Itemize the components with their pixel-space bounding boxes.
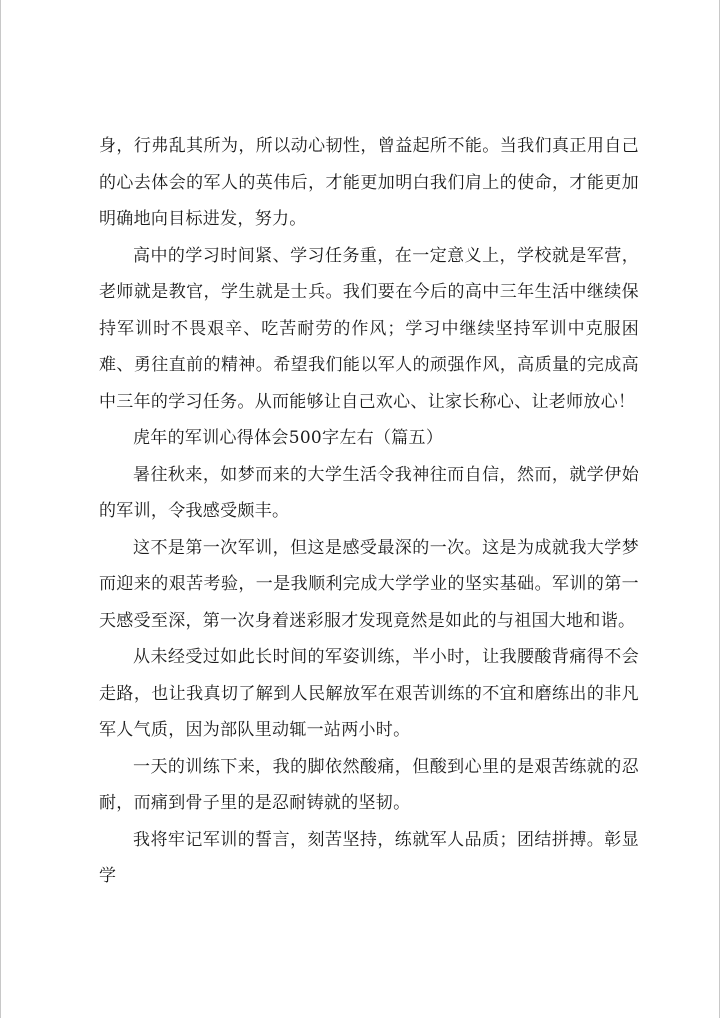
paragraph-1: 身，行弗乱其所为，所以动心韧性，曾益起所不能。当我们真正用自己的心去体会的军人的英伟后，才能更加明白我们肩上的使命，才能更加明确地向目标进发，努力。: [99, 136, 639, 229]
paragraph-2: 高中的学习时间紧、学习任务重，在一定意义上，学校就是军营，老师就是教官，学生就是士兵。我们要在今后的高中三年生活中继续保持军训时不畏艰辛、吃苦耐劳的作风；学习中继续坚持军训中克服困难、勇往直前的精神。希望我们能以军人的顽强作风，高质量的完成高中三年的学习任务。从而能够让自己欢心、让家长称心、让老师放心！: [99, 245, 639, 412]
document-body: [99, 128, 639, 895]
paragraph-7: 我将牢记军训的誓言，刻苦坚持，练就军人品质；团结拼搏。彰显学: [99, 829, 639, 886]
paragraph-5: 从未经受过如此长时间的军姿训练，半小时，让我腰酸背痛得不会走路，也让我真切了解到人民解放军在艰苦训练的不宜和磨练出的非凡军人气质，因为部队里动辄一站两小时。: [99, 647, 639, 740]
section-heading: 虎年的军训心得体会500字左右（篇五）: [133, 428, 444, 448]
paragraph-3: 暑往秋来，如梦而来的大学生活令我神往而自信，然而，就学伊始的军训，令我感受颇丰。: [99, 464, 639, 521]
paragraph-4: 这不是第一次军训，但这是感受最深的一次。这是为成就我大学梦而迎来的艰苦考验，一是我顺利完成大学学业的坚实基础。军训的第一天感受至深，第一次身着迷彩服才发现竟然是如此的与祖国大地和谐。: [99, 537, 639, 631]
paragraph-6: 一天的训练下来，我的脚依然酸痛，但酸到心里的是艰苦练就的忍耐，而痛到骨子里的是忍耐铸就的坚韧。: [99, 756, 639, 813]
